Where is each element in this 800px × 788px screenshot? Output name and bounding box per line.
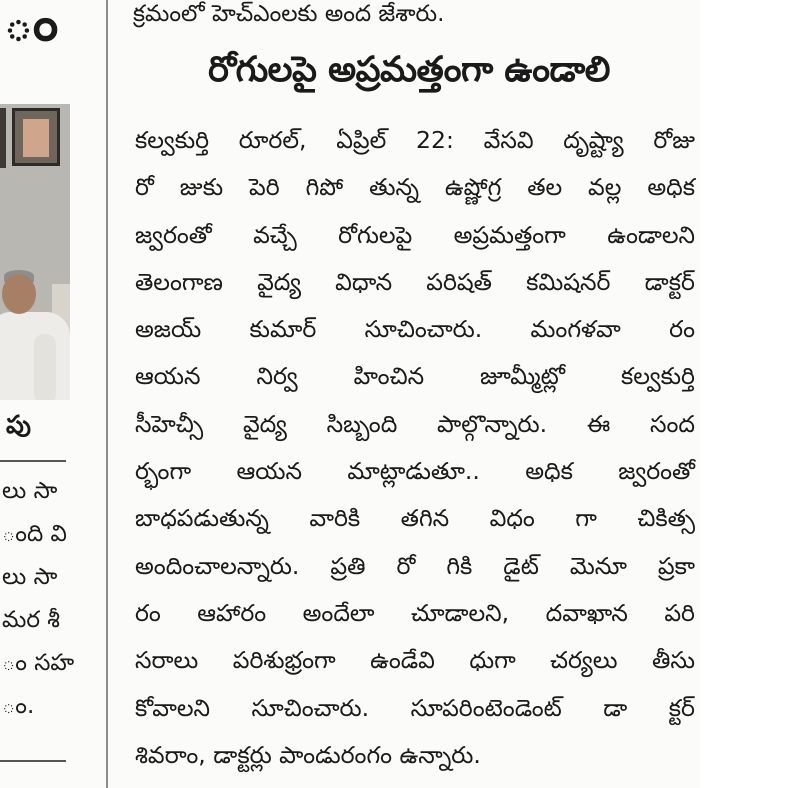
body-line: సీహెచ్సీ వైద్య సిబ్బంది పాల్గొన్నారు. ఈ సంద <box>135 409 695 438</box>
body-line: కోవాలని సూచించారు. సూపరింటెండెంట్ డా క్టర్ <box>135 693 695 722</box>
body-line: సరాలు పరిశుభ్రంగా ఉండేవి ధుగా చర్యలు తీసు <box>135 646 695 675</box>
column-divider <box>106 0 108 788</box>
previous-article-last-line: క్రమంలో హెచ్ఎంలకు అంద జేశారు. <box>133 1 445 27</box>
body-line: అజయ్ కుమార్ సూచించారు. మంగళవా రం <box>135 315 695 344</box>
adjacent-article-text <box>2 470 74 728</box>
text-line: లు సా <box>2 478 58 504</box>
adjacent-article-column <box>0 0 105 788</box>
photo-caption-tail: పు <box>6 410 31 439</box>
body-line: తెలంగాణ వైద్య విధాన పరిషత్ కమిషనర్ డాక్టర్ <box>135 267 695 296</box>
body-line: ఆయన నిర్వ హించిన జూమ్మీట్లో కల్వకుర్తి <box>135 362 695 391</box>
article-headline: రోగులపై అప్రమత్తంగా ఉండాలి <box>208 50 610 90</box>
body-line: బాధపడుతున్న వారికి తగిన విధం గా చికిత్స <box>135 504 695 533</box>
main-article <box>118 0 700 788</box>
adjacent-headline-tail: ం <box>4 0 57 52</box>
body-line: శివరాం, డాక్టర్లు పాండురంగం ఉన్నారు. <box>135 740 481 769</box>
text-line: మర శీ <box>2 607 60 633</box>
news-photo <box>0 104 70 400</box>
text-line: లు సా <box>2 564 58 590</box>
body-line: కల్వకుర్తి రూరల్, ఏప్రిల్ 22: వేసవి దృష్ట్యా రోజు <box>135 126 695 154</box>
text-line: ంది వి <box>2 521 67 547</box>
wall-portrait <box>12 108 60 166</box>
text-line: ం సహ <box>2 650 75 676</box>
body-line: రం ఆహారం అందేలా చూడాలని, దవాఖాన పరి <box>135 598 695 627</box>
divider <box>0 760 66 762</box>
body-line: జ్వరంతో వచ్చే రోగులపై అప్రమత్తంగా ఉండాలని <box>135 220 695 249</box>
body-line: ర్భంగా ఆయన మాట్లాడుతూ.. అధిక జ్వరంతో <box>135 457 695 486</box>
page-margin <box>700 0 800 788</box>
body-line: అందించాలన్నారు. ప్రతి రో గికి డైట్ మెనూ ప్రకా <box>135 551 695 580</box>
article-body <box>135 117 695 779</box>
divider <box>0 460 66 462</box>
text-line: ం. <box>2 693 35 719</box>
body-line: రో జుకు పెరి గిపో తున్న ఉష్ణోగ్ర తల వల్ల అధిక <box>135 173 695 202</box>
